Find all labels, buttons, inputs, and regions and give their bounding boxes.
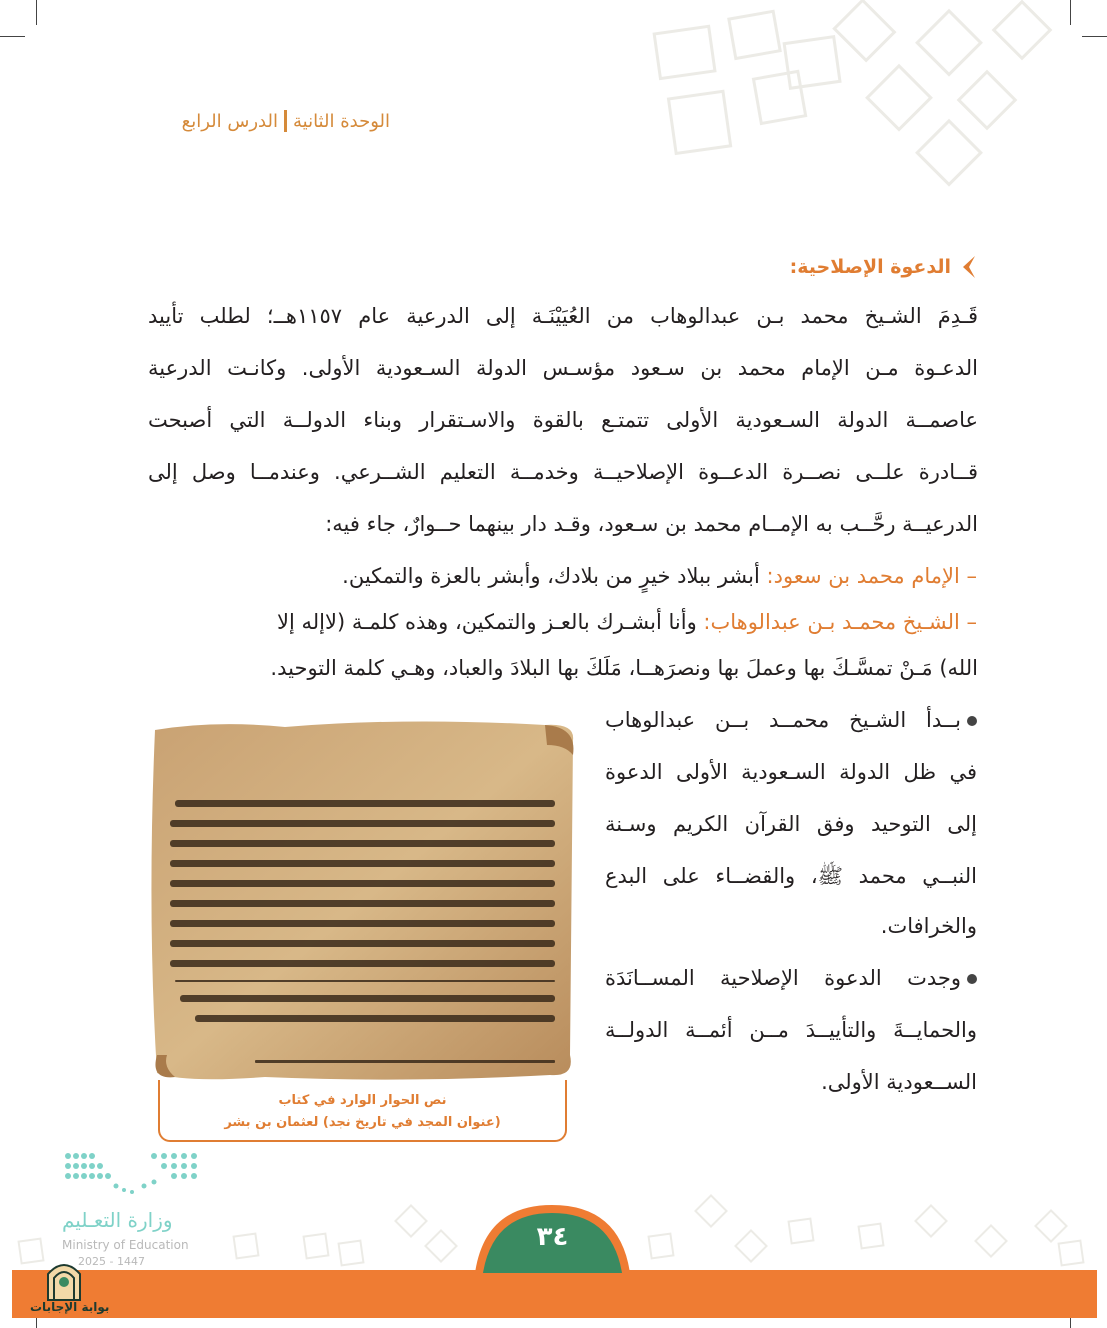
bullet-icon: [967, 716, 977, 726]
page-number: ٣٤: [536, 1222, 569, 1252]
bullet-line: وجدت الدعوة الإصلاحية المســانَدَة: [605, 958, 977, 998]
image-caption: [158, 1080, 567, 1142]
ministry-name-arabic: وزارة التعـليم: [62, 1208, 173, 1232]
speaker-sheikh: – الشـيخ محمـد بـن عبدالوهاب:: [703, 610, 977, 634]
ministry-name-english: Ministry of Education: [62, 1238, 189, 1252]
crop-mark: [0, 36, 25, 37]
bullet-icon: [967, 974, 977, 984]
section-title: الدعوة الإصلاحية:: [789, 256, 951, 278]
bullet-line: بــدأ الشـيخ محمــد بــن عبدالوهاب: [605, 700, 977, 740]
dialogue-text: وأنا أبشـرك بالعـز والتمكين، وهذه كلمـة (لاإله إلا: [277, 610, 704, 634]
bullet-line: والحمايــةَ والتأييــدَ مــن أئمــة الدولــة: [605, 1018, 977, 1042]
unit-label: الوحدة الثانية: [292, 110, 390, 132]
bullet-line: والخرافات.: [880, 914, 977, 938]
manuscript-image: [145, 715, 577, 1085]
portal-logo-icon: [42, 1258, 86, 1302]
unit-lesson-header: [150, 106, 390, 136]
decorative-pattern: [637, 0, 1077, 210]
bullet-line: النبــي محمد ﷺ، والقضــاء على البدع: [605, 864, 977, 888]
crop-mark: [36, 0, 37, 25]
footer-bar: [12, 1270, 1097, 1318]
paragraph-line: قــادرة علــى نصــرة الدعــوة الإصلاحيــة وخدمــة التعليم الشــرعي. وعندمــا وصل إلى: [148, 460, 978, 484]
header-separator: [284, 110, 287, 132]
lesson-label: الدرس الرابع: [181, 110, 278, 132]
section-heading: [677, 250, 977, 284]
edition-year: 2025 - 1447: [78, 1255, 145, 1268]
caption-line: (عنوان المجد في تاريخ نجد) لعثمان بن بشر: [224, 1115, 501, 1130]
dialogue-text: أبشر ببلاد خيرٍ من بلادك، وأبشر بالعزة والتمكين.: [342, 564, 767, 588]
crop-mark: [1082, 36, 1107, 37]
bullet-line: إلى التوحيد وفق القرآن الكريم وسـنة: [605, 812, 977, 836]
portal-label: بوابة الإجابات: [30, 1300, 110, 1314]
paragraph-line: عاصمــة الدولة السـعودية الأولى تتمتـع بالقوة والاسـتقرار وبناء الدولــة التي أصبحت: [148, 408, 978, 432]
paragraph-line: الدرعيــة رحَّــب به الإمــام محمد بن سـعود، وقـد دار بينهما حــوارٌ، جاء فيه:: [325, 512, 978, 536]
dialogue-line-imam: [342, 556, 977, 596]
dialogue-line-sheikh: [277, 602, 977, 642]
paragraph-line: الدعـوة مـن الإمام محمد بن سـعود مؤسـس الدولة السـعودية الأولى. وكانـت الدرعية: [148, 356, 978, 380]
dialogue-continuation: الله) مَـنْ تمسَّـكَ بها وعملَ بها ونصرَهــا، مَلَكَ بها البلادَ والعباد، وهـي كلمة التوحيد.: [270, 656, 978, 680]
bullet-line: الســعودية الأولى.: [821, 1070, 977, 1094]
ministry-logo-icon: [64, 1150, 199, 1195]
caption-line: نص الحوار الوارد في كتاب: [278, 1093, 447, 1108]
bullet-line: في ظل الدولة السـعودية الأولى الدعوة: [605, 760, 977, 784]
paragraph-line: قَـدِمَ الشـيخ محمد بـن عبدالوهاب من العُيَيْنَـة إلى الدرعية عام ١١٥٧هــ؛ لطلب تأييد: [148, 304, 978, 328]
speaker-imam: – الإمام محمد بن سعود:: [766, 564, 977, 588]
chevron-left-icon: [959, 254, 977, 280]
